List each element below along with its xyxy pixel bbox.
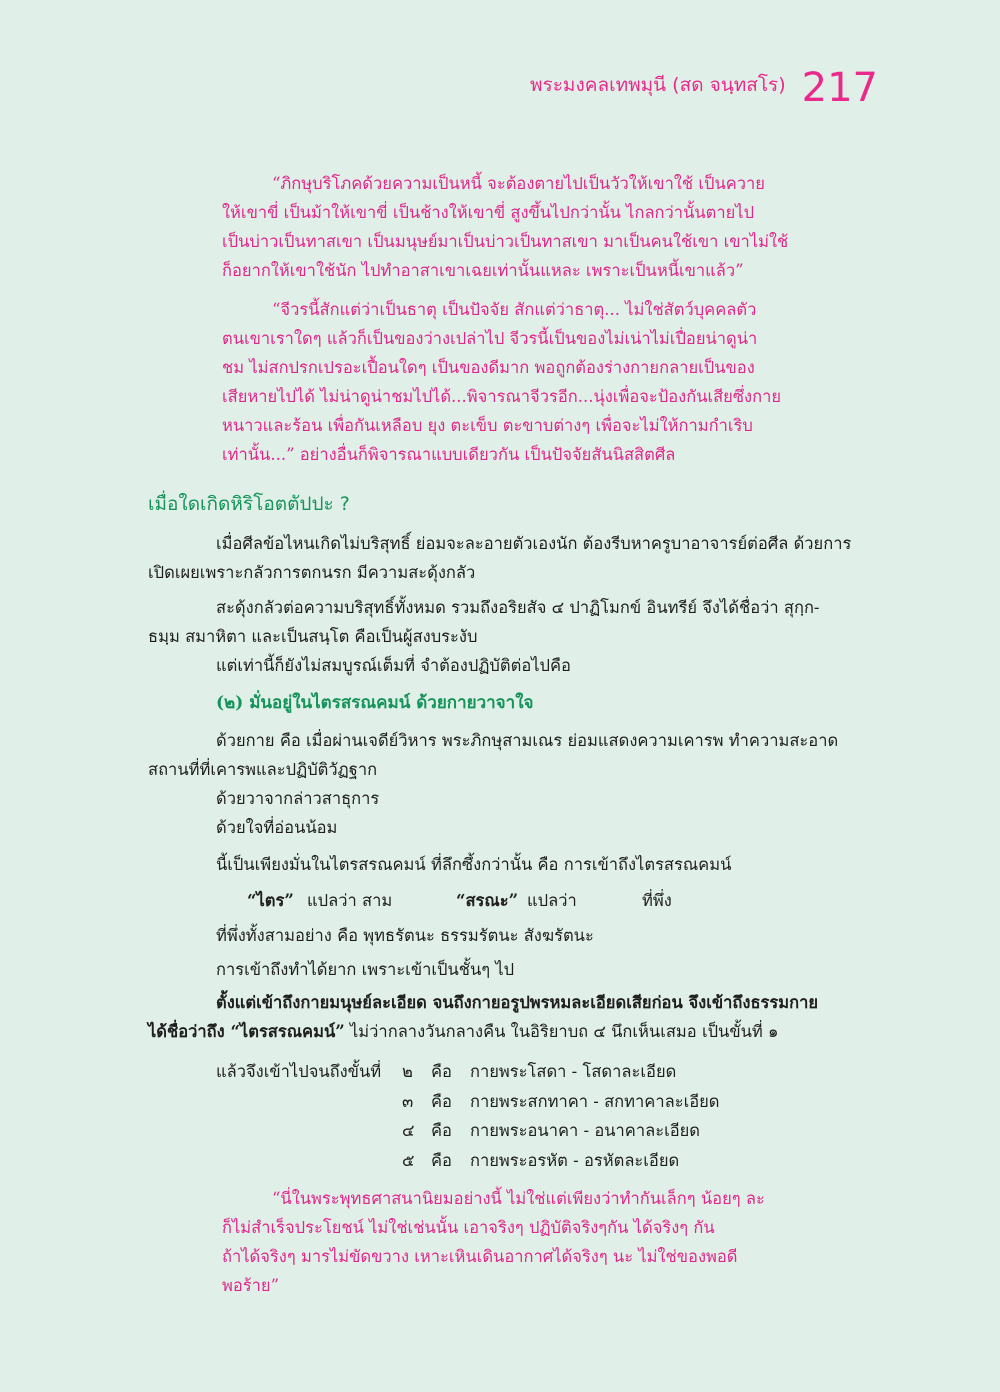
stage-text: กายพระอนาคา - อนาคาละเอียด	[470, 1121, 701, 1140]
quote1-line: “ภิกษุบริโภคด้วยความเป็นหนี้ จะต้องตายไปเป็นวัวให้เขาใช้ เป็นควาย	[272, 174, 765, 193]
page-number: 217	[801, 65, 878, 111]
quote2-line: ชม ไม่สกปรกเปรอะเปื้อนใดๆ เป็นของดีมาก พอถูกต้องร่างกายกลายเป็นของ	[222, 358, 755, 377]
para10-line1: ตั้งแต่เข้าถึงกายมนุษย์ละเอียด จนถึงกายอรูปพรหมละเอียดเสียก่อน จึงเข้าถึงธรรมกาย	[216, 993, 819, 1012]
para10-bold: ได้ชื่อว่าถึง “ไตรสรณคมน์”	[148, 1022, 345, 1041]
stage-is: คือ	[431, 1092, 452, 1111]
stage-is: คือ	[431, 1151, 452, 1170]
stage-number: ๔	[402, 1121, 415, 1140]
para10-line2	[148, 1022, 779, 1042]
stage-text: กายพระสกทาคา - สกทาคาละเอียด	[470, 1092, 720, 1111]
stage-text: กายพระอรหัต - อรหัตละเอียด	[470, 1151, 680, 1170]
para5-line: ด้วยวาจากล่าวสาธุการ	[216, 789, 380, 808]
stage-number: ๓	[402, 1092, 414, 1111]
running-head: พระมงคลเทพมุนี (สด จนฺทสโร)	[530, 74, 786, 96]
stage-text: กายพระโสดา - โสดาละเอียด	[470, 1062, 677, 1081]
para9-line: การเข้าถึงทำได้ยาก เพราะเข้าเป็นชั้นๆ ไป	[216, 960, 515, 979]
stage-number: ๒	[402, 1062, 413, 1081]
meaning-trai: แปลว่า สาม	[307, 891, 393, 910]
stage-number: ๕	[402, 1151, 415, 1170]
para4-line: สถานที่ที่เคารพและปฏิบัติวัฏฐาก	[148, 760, 378, 779]
para1-line: เปิดเผยเพราะกลัวการตกนรก มีความสะดุ้งกลัว	[148, 563, 476, 582]
meaning-sarana: ที่พึ่ง	[642, 891, 672, 910]
quote2-line: ตนเขาเราใดๆ แล้วก็เป็นของว่างเปล่าไป จีวรนี้เป็นของไม่เน่าไม่เปื่อยน่าดูน่า	[222, 329, 758, 348]
para8-line: ที่พึ่งทั้งสามอย่าง คือ พุทธรัตนะ ธรรมรัตนะ สังฆรัตนะ	[216, 926, 594, 945]
stages-intro: แล้วจึงเข้าไปจนถึงขั้นที่	[216, 1062, 382, 1081]
para7-line: นี้เป็นเพียงมั่นในไตรสรณคมน์ ที่ลึกซึ้งกว่านั้น คือ การเข้าถึงไตรสรณคมน์	[216, 855, 732, 874]
quote1-line: ให้เขาขี่ เป็นม้าให้เขาขี่ เป็นช้างให้เขาขี่ สูงขึ้นไปกว่านั้น ไกลกว่านั้นตายไป	[222, 203, 755, 222]
term-trai: “ไตร”	[247, 891, 294, 910]
quote1-line: ก็อยากให้เขาใช้นัก ไปทำอาสาเขาเฉยเท่านั้นแหละ เพราะเป็นหนี้เขาแล้ว”	[222, 261, 744, 280]
para2-line: ธมฺม สมาหิตา และเป็นสนฺโต คือเป็นผู้สงบระงับ	[148, 627, 478, 646]
para1-line: เมื่อศีลข้อไหนเกิดไม่บริสุทธิ์ ย่อมจะละอายตัวเองนัก ต้องรีบหาครูบาอาจารย์ต่อศีล ด้วยการ	[216, 534, 852, 553]
term-sarana: “สรณะ”	[456, 891, 519, 910]
para3-line: แต่เท่านี้ก็ยังไม่สมบูรณ์เต็มที่ จำต้องปฏิบัติต่อไปคือ	[216, 656, 571, 675]
quote3-line: ถ้าได้จริงๆ มารไม่ขัดขวาง เหาะเหินเดินอากาศได้จริงๆ นะ ไม่ใช่ของพอดี	[222, 1247, 738, 1266]
section-heading: เมื่อใดเกิดหิริโอตตัปปะ ?	[148, 493, 350, 515]
para2-line: สะดุ้งกลัวต่อความบริสุทธิ์ทั้งหมด รวมถึงอริยสัจ ๔ ปาฏิโมกข์ อินทรีย์ จึงได้ชื่อว่า สุกฺก-	[216, 598, 820, 617]
para6-line: ด้วยใจที่อ่อนน้อม	[216, 818, 338, 837]
para4-line: ด้วยกาย คือ เมื่อผ่านเจดีย์วิหาร พระภิกษุสามเณร ย่อมแสดงความเคารพ ทำความสะอาด	[216, 731, 839, 750]
stage-is: คือ	[431, 1062, 452, 1081]
quote3-line: ก็ไม่สำเร็จประโยชน์ ไม่ใช่เช่นนั้น เอาจริงๆ ปฏิบัติจริงๆกัน ได้จริงๆ กัน	[222, 1218, 715, 1237]
sub-heading: (๒) มั่นอยู่ในไตรสรณคมน์ ด้วยกายวาจาใจ	[216, 693, 534, 713]
page-header	[530, 48, 878, 111]
quote3-line: พอร้าย”	[222, 1276, 280, 1295]
meaning-sarana-label: แปลว่า	[527, 891, 577, 910]
quote1-line: เป็นบ่าวเป็นทาสเขา เป็นมนุษย์มาเป็นบ่าวเป็นทาสเขา มาเป็นคนใช้เขา เขาไม่ใช้	[222, 232, 789, 251]
para10-rest: ไม่ว่ากลางวันกลางคืน ในอิริยาบถ ๔ นึกเห็นเสมอ เป็นขั้นที่ ๑	[344, 1022, 779, 1041]
quote2-line: หนาวและร้อน เพื่อกันเหลือบ ยุง ตะเข็บ ตะขาบต่างๆ เพื่อจะไม่ให้กามกำเริบ	[222, 416, 753, 435]
quote2-line: “จีวรนี้สักแต่ว่าเป็นธาตุ เป็นปัจจัย สักแต่ว่าธาตุ... ไม่ใช่สัตว์บุคคลตัว	[272, 300, 757, 319]
quote3-line: “นี่ในพระพุทธศาสนานิยมอย่างนี้ ไม่ใช่แต่เพียงว่าทำกันเล็กๆ น้อยๆ ละ	[272, 1189, 765, 1208]
quote2-line: เท่านั้น...” อย่างอื่นก็พิจารณาแบบเดียวกัน เป็นปัจจัยสันนิสสิตศีล	[222, 445, 676, 464]
quote2-line: เสียหายไปได้ ไม่น่าดูน่าชมไปได้...พิจารณาจีวรอีก...นุ่งเพื่อจะป้องกันเสียซึ่งกาย	[222, 387, 782, 406]
stage-is: คือ	[431, 1121, 452, 1140]
